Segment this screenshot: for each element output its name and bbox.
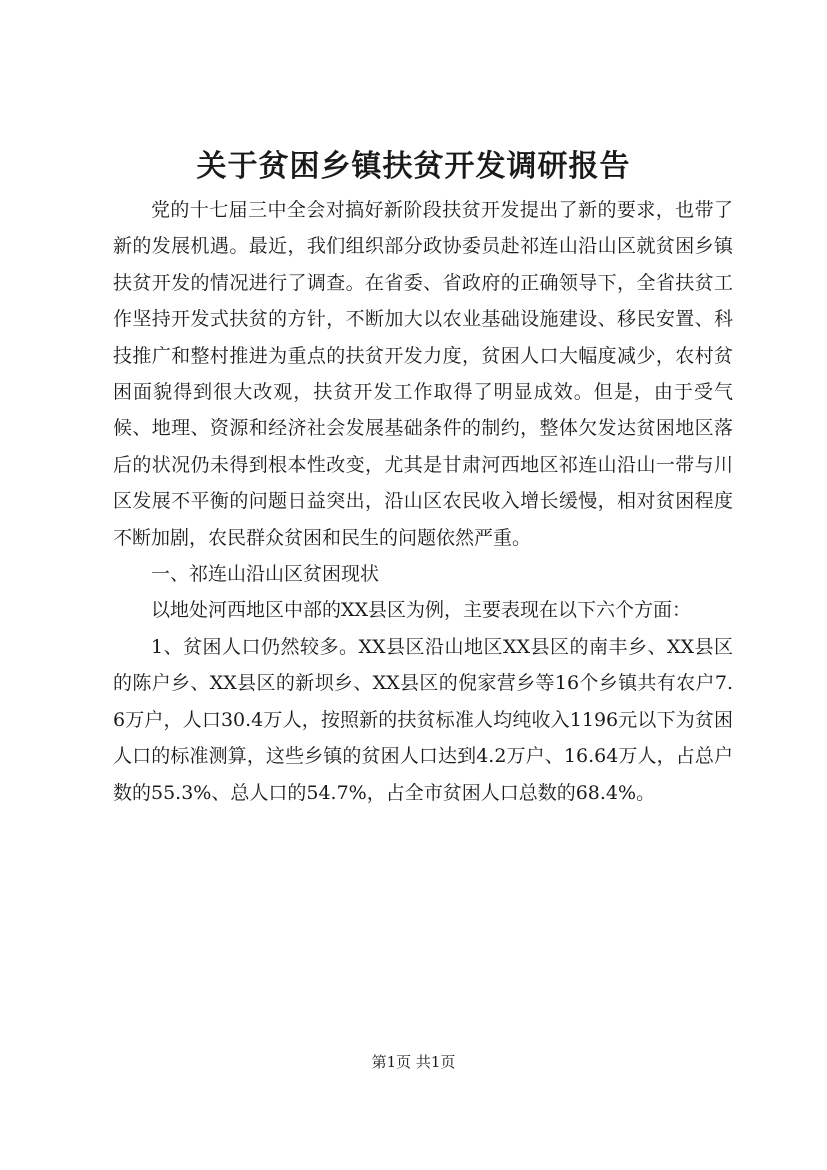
page-footer: 第1页 共1页: [371, 1053, 456, 1071]
document-body: [113, 192, 733, 811]
paragraph-intro: 党的十七届三中全会对搞好新阶段扶贫开发提出了新的要求，也带了新的发展机遇。最近，我们组织部分政协委员赴祁连山沿山区就贫困乡镇扶贫开发的情况进行了调查。在省委、省政府的正确领导下，全省扶贫工作坚持开发式扶贫的方针，不断加大以农业基础设施建设、移民安置、科技推广和整村推进为重点的扶贫开发力度，贫困人口大幅度减少，农村贫困面貌得到很大改观，扶贫开发工作取得了明显成效。但是，由于受气候、地理、资源和经济社会发展基础条件的制约，整体欠发达贫困地区落后的状况仍未得到根本性改变，尤其是甘肃河西地区祁连山沿山一带与川区发展不平衡的问题日益突出，沿山区农民收入增长缓慢，相对贫困程度不断加剧，农民群众贫困和民生的问题依然严重。: [113, 199, 733, 549]
document-title: 关于贫困乡镇扶贫开发调研报告: [196, 149, 631, 184]
paragraph-example: 以地处河西地区中部的XX县区为例，主要表现在以下六个方面：: [151, 599, 692, 622]
section-heading: 一、祁连山沿山区贫困现状: [151, 563, 380, 586]
paragraph-point-1: 1、贫困人口仍然较多。XX县区沿山地区XX县区的南丰乡、XX县区的陈户乡、XX县区的新坝乡、XX县区的倪家营乡等16个乡镇共有农户7.6万户，人口30.4万人，按照新的扶贫标准人均纯收入1196元以下为贫困人口的标准测算，这些乡镇的贫困人口达到4.2万户、16.64万人，占总户数的55.3%、总人口的54.7%，占全市贫困人口总数的68.4%。: [113, 635, 733, 804]
